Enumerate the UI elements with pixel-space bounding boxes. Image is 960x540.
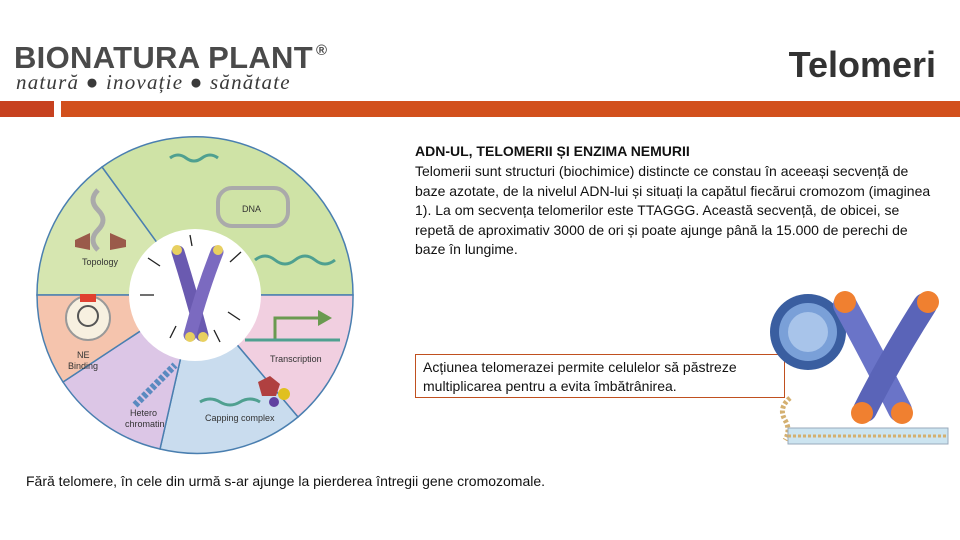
footer-note: Fără telomere, în cele din urmă s-ar ajunge la pierderea întregii gene cromozomale. — [26, 473, 546, 489]
accent-bar-right — [61, 101, 960, 117]
telomere-description: Telomerii sunt structuri (biochimice) distincte ce constau în aceeași secvență de baze azotate, de la nivelul ADN-lui și situați la capătul fiecărui cromozom (imaginea 1). La om secvența telomerilor este TTAGGG. Această secvență, de obicei, se repetă de aproximativ 3000 de ori și poate ajunge până la 15.000 de perechi de baze în lungime. — [415, 163, 931, 257]
label-topology: Topology — [82, 257, 119, 267]
label-ne-binding-line1: NE — [77, 350, 90, 360]
label-ne-binding-line2: Binding — [68, 361, 99, 371]
telomere-function-wheel — [30, 130, 360, 460]
label-hetero-line1: Hetero — [130, 408, 158, 418]
label-hetero-line2: chromatin — [125, 419, 165, 429]
section-heading: ADN-UL, TELOMERII ȘI ENZIMA NEMURII — [415, 143, 690, 159]
accent-bar-left — [0, 101, 54, 117]
label-transcription: Transcription — [270, 354, 322, 364]
label-dna: DNA — [242, 204, 262, 214]
registered-mark: ® — [315, 42, 328, 59]
slide-title: Telomeri — [788, 44, 936, 85]
brand-name: BIONATURA PLANT — [14, 40, 313, 75]
telomerase-callout: Acțiunea telomerazei permite celulelor să păstreze multiplicarea pentru a evita îmbătrânirea. — [415, 354, 785, 398]
brand-tagline: natură ● inovație ● sănătate — [16, 70, 291, 94]
chromosome-telomere-illustration — [750, 290, 950, 465]
label-capping-complex: Capping complex — [205, 413, 275, 423]
chromosome-icon — [834, 291, 939, 424]
